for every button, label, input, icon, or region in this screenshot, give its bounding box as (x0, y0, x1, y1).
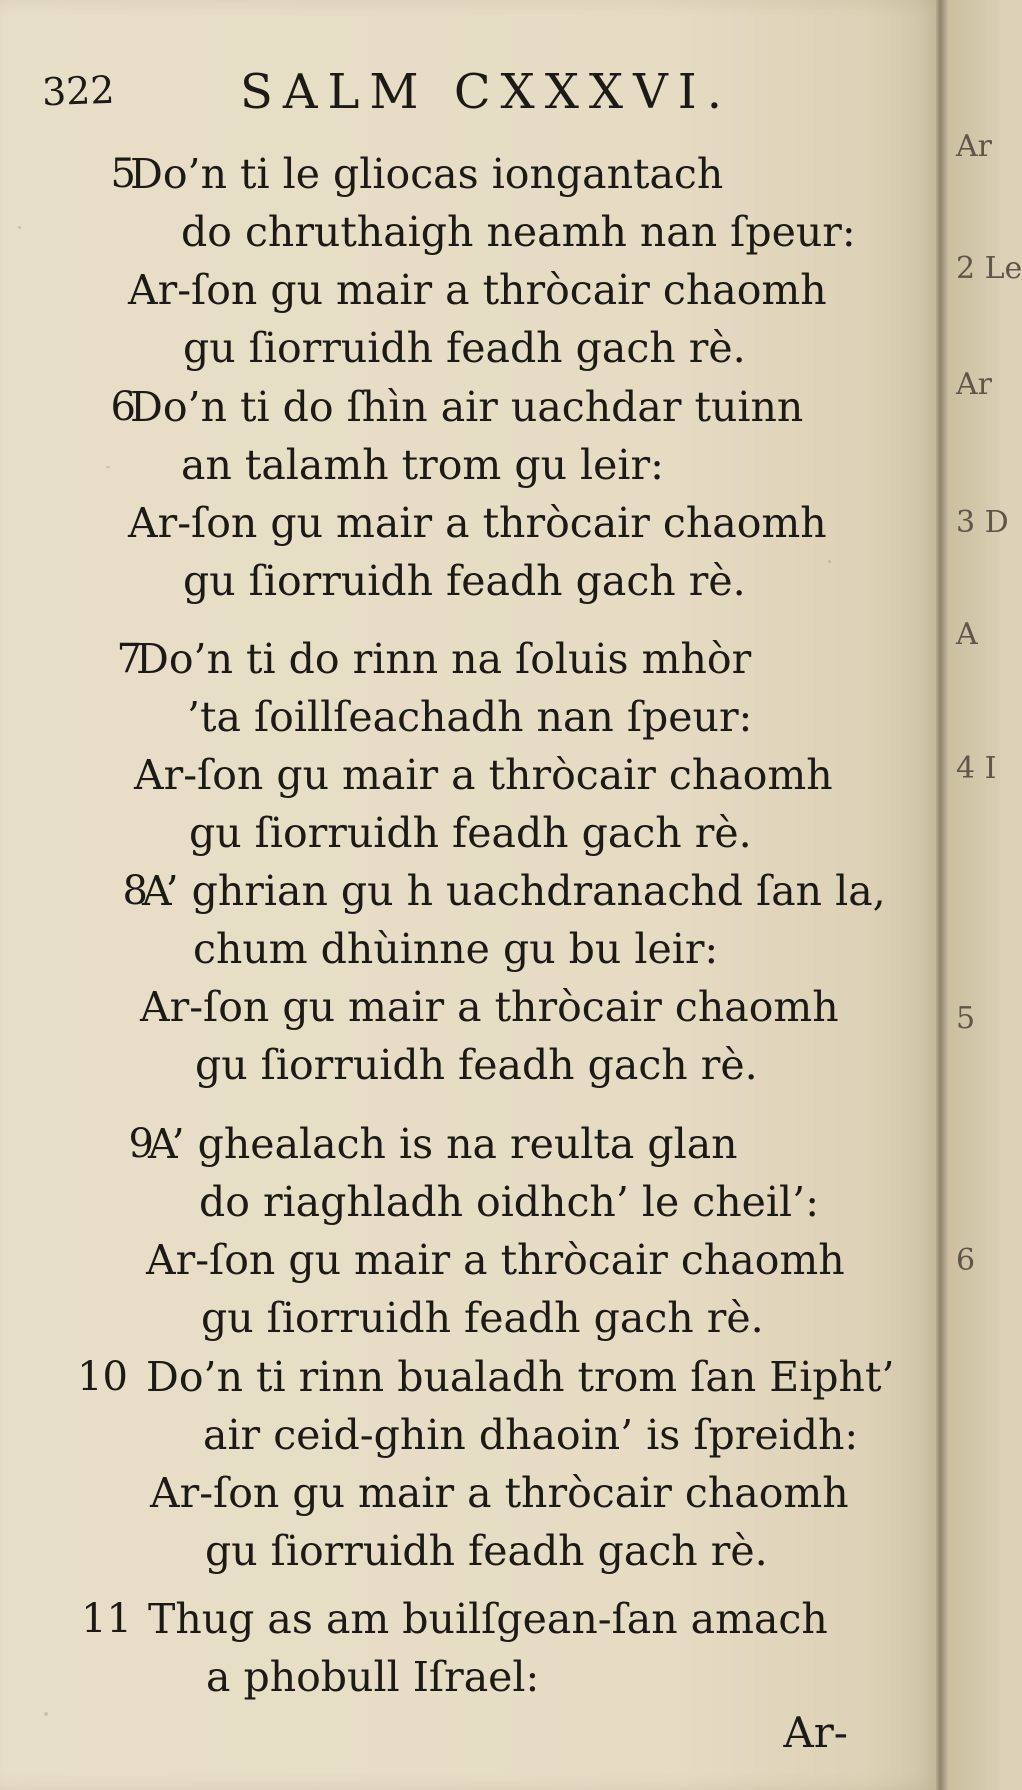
verse-line: an talamh trom gu leir: (181, 441, 664, 489)
adjacent-page-fragment: 2 Le (956, 251, 1022, 286)
refrain-line: Ar-ſon gu mair a thròcair chaomh (140, 983, 839, 1031)
adjacent-page-fragment: Ar (956, 129, 993, 164)
refrain-line: Ar-ſon gu mair a thròcair chaomh (128, 266, 827, 314)
refrain-line: Ar-ſon gu mair a thròcair chaomh (146, 1236, 845, 1284)
adjacent-page-fragment: 6 (956, 1243, 976, 1278)
adjacent-page-fragment: 5 (956, 1001, 976, 1036)
verse-number: 6 (110, 384, 136, 430)
refrain-line: gu ſiorruidh feadh gach rè. (195, 1041, 758, 1089)
adjacent-page-fragment: 3 D (956, 505, 1009, 540)
verse-number: 8 (122, 868, 148, 914)
verse-line: a phobull Iſrael: (206, 1653, 540, 1701)
verse-line: air ceid-ghin dhaoin’ is ſpreidh: (203, 1411, 859, 1459)
verse-line: chum dhùinne gu bu leir: (193, 925, 719, 973)
verse-line: do riaghladh oidhch’ le cheil’: (199, 1178, 820, 1226)
refrain-line: gu ſiorruidh feadh gach rè. (183, 557, 746, 605)
verse-line: Do’n ti rinn bualadh trom ſan Eipht’ (146, 1353, 895, 1401)
verse-number: 10 (77, 1354, 128, 1400)
refrain-line: Ar-ſon gu mair a thròcair chaomh (150, 1469, 849, 1517)
adjacent-page-edge (948, 0, 1022, 1790)
catchword: Ar- (783, 1708, 848, 1757)
book-gutter (936, 0, 948, 1790)
verse-line: Do’n ti le gliocas iongantach (130, 150, 724, 198)
verse-number: 9 (128, 1121, 154, 1167)
verse-number: 11 (81, 1596, 132, 1642)
verse-line: Do’n ti do ſhìn air uachdar tuinn (130, 383, 804, 431)
psalm-title: SALM CXXXVI. (240, 64, 732, 120)
adjacent-page-fragment: 4 I (956, 751, 997, 786)
verse-line: Thug as am builſgean-ſan amach (148, 1595, 828, 1643)
paper-speck (810, 238, 814, 242)
page-number: 322 (41, 67, 116, 115)
refrain-line: gu ſiorruidh feadh gach rè. (201, 1294, 764, 1342)
paper-speck (18, 226, 21, 229)
verse-line: A’ ghrian gu h uachdranachd ſan la, (142, 867, 886, 915)
refrain-line: gu ſiorruidh feadh gach rè. (205, 1527, 768, 1575)
verse-line: ’ta ſoillſeachadh nan ſpeur: (187, 693, 753, 741)
paper-speck (44, 1712, 48, 1716)
refrain-line: gu ſiorruidh feadh gach rè. (183, 324, 746, 372)
verse-number: 5 (110, 151, 136, 197)
refrain-line: Ar-ſon gu mair a thròcair chaomh (128, 499, 827, 547)
verse-line: do chruthaigh neamh nan ſpeur: (181, 208, 856, 256)
verse-number: 7 (116, 636, 142, 682)
paper-speck (106, 466, 110, 468)
adjacent-page-fragment: Ar (956, 367, 993, 402)
adjacent-page-fragment: A (956, 617, 978, 652)
refrain-line: Ar-ſon gu mair a thròcair chaomh (134, 751, 833, 799)
paper-speck (828, 560, 831, 563)
verse-line: Do’n ti do rinn na ſoluis mhòr (136, 635, 752, 683)
refrain-line: gu ſiorruidh feadh gach rè. (189, 809, 752, 857)
verse-line: A’ ghealach is na reulta glan (148, 1120, 738, 1168)
